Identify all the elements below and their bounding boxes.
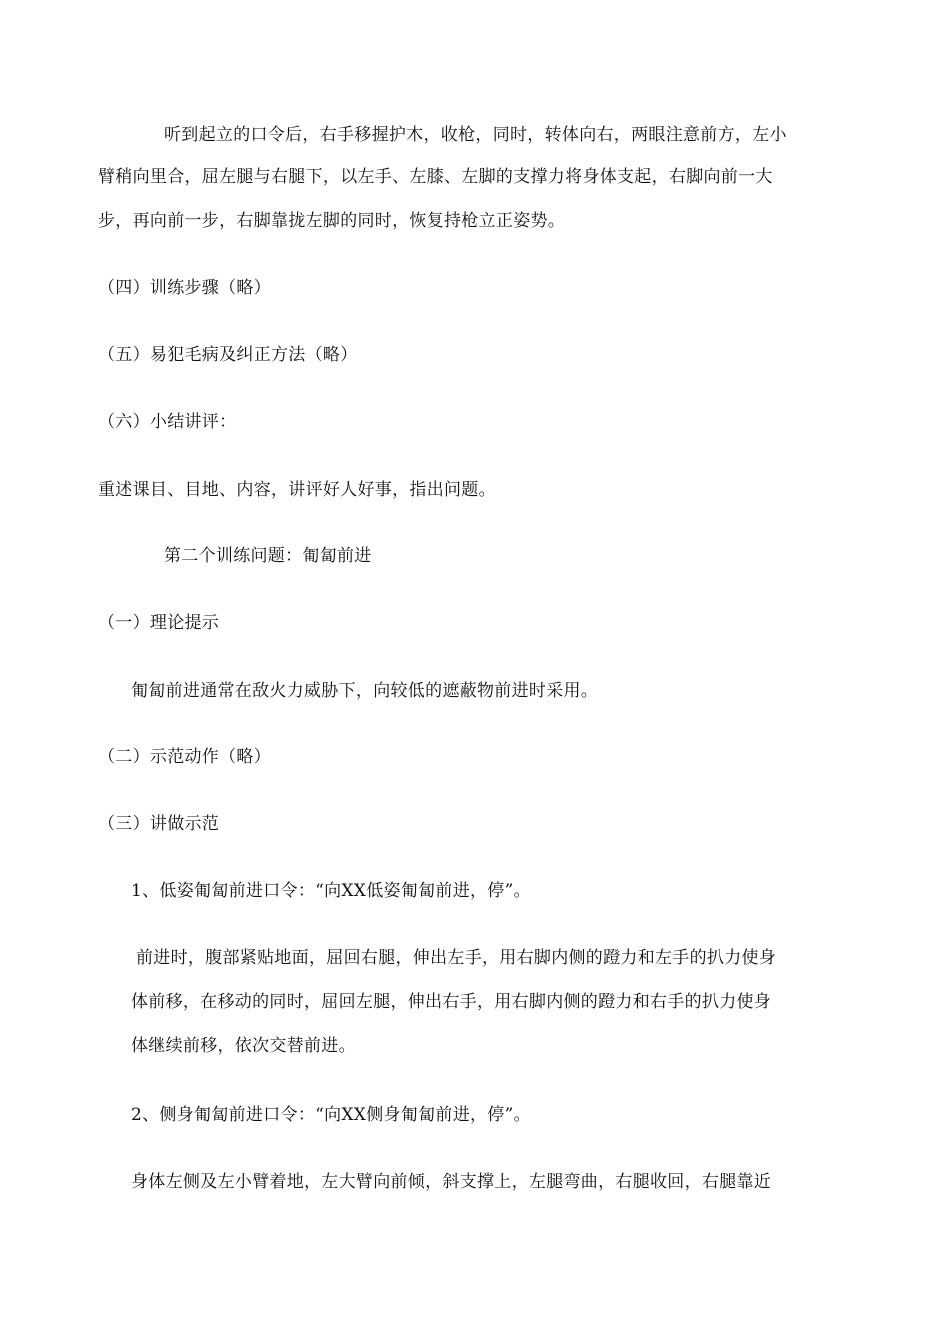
item-title: 2、侧身匍匐前进口令：“向XX侧身匍匐前进，停”。 (131, 1105, 531, 1125)
paragraph-line: 身体左侧及左小臂着地，左大臂向前倾，斜支撑上，左腿弯曲，右腿收回，右腿靠近 (131, 1172, 772, 1192)
problem-title: 第二个训练问题：匍匐前进 (164, 546, 372, 566)
paragraph-line: 体前移，在移动的同时，屈回左腿，伸出右手，用右脚内侧的蹬力和右手的扒力使身 (131, 992, 772, 1012)
section-heading: （二）示范动作（略） (98, 747, 271, 767)
paragraph-line: 前进时，腹部紧贴地面，屈回右腿，伸出左手，用右脚内侧的蹬力和左手的扒力使身 (136, 948, 777, 968)
summary-text: 重述课目、目地、内容，讲评好人好事，指出问题。 (98, 480, 496, 500)
section-heading: （四）训练步骤（略） (98, 278, 271, 298)
paragraph-line: 臂稍向里合，屈左腿与右腿下，以左手、左膝、左脚的支撑力将身体支起，右脚向前一大 (98, 167, 773, 187)
paragraph-line: 听到起立的口令后，右手移握护木，收枪，同时，转体向右，两眼注意前方，左小 (164, 125, 787, 145)
section-heading: （一）理论提示 (98, 613, 220, 633)
section-heading: （五）易犯毛病及纠正方法（略） (98, 345, 358, 365)
theory-text: 匍匐前进通常在敌火力威胁下，向较低的遮蔽物前进时采用。 (131, 681, 599, 701)
section-heading: （六）小结讲评： (98, 412, 237, 432)
paragraph-line: 体继续前移，依次交替前进。 (131, 1036, 356, 1056)
item-title: 1、低姿匍匐前进口令：“向XX低姿匍匐前进，停”。 (131, 881, 531, 901)
paragraph-line: 步，再向前一步，右脚靠拢左脚的同时，恢复持枪立正姿势。 (98, 211, 566, 231)
section-heading: （三）讲做示范 (98, 814, 220, 834)
